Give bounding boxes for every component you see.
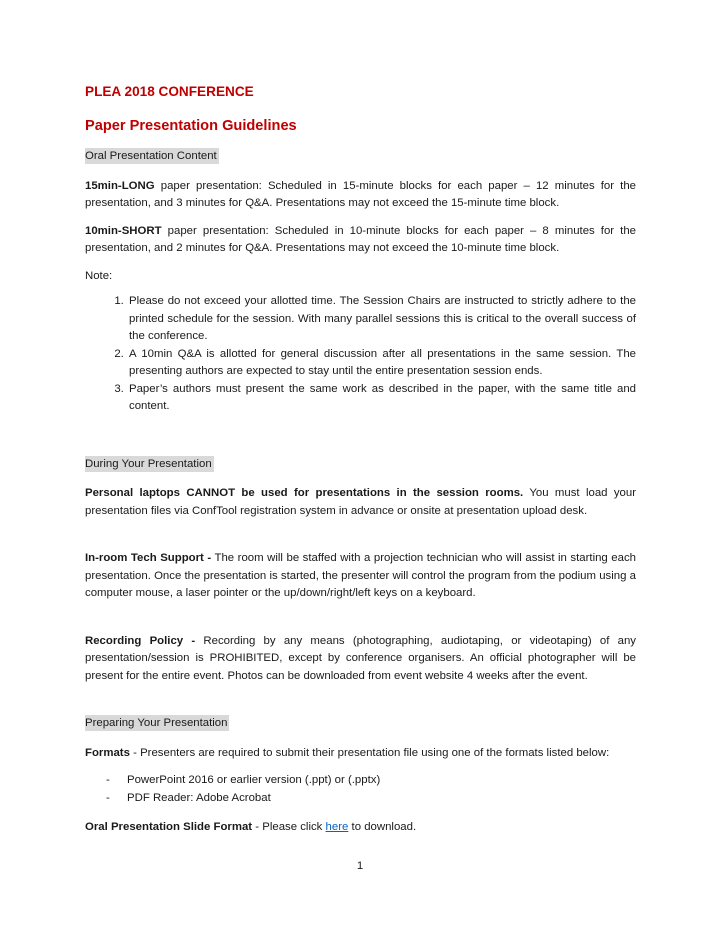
- list-item: [106, 790, 636, 808]
- paragraph-formats: [85, 745, 636, 763]
- document-body: [85, 82, 636, 837]
- paragraph-recording-policy: [85, 633, 636, 686]
- label-recording-policy: Recording Policy -: [85, 634, 196, 647]
- dash-bullet: -: [106, 791, 110, 804]
- label-15min-long: 15min-LONG: [85, 179, 155, 192]
- page-number: 1: [356, 860, 364, 872]
- label-personal-laptops: Personal laptops CANNOT be used for presentations in the session rooms.: [85, 487, 524, 499]
- section-heading-during-presentation: During Your Presentation: [85, 457, 212, 470]
- list-item: 1. Please do not exceed your allotted time. The Session Chairs are instructed to strictly adhere to the printed schedule for the session. With many parallel sessions this is critical to the overall success of the conference.: [127, 293, 636, 346]
- list-item: [106, 772, 636, 790]
- text-10min-short: paper presentation: Scheduled in 10-minute blocks for each paper – 8 minutes for the presentation, and 2 minutes for Q&A. Presentations may not exceed the 10-minute time block.: [85, 224, 636, 254]
- download-template-link[interactable]: here: [325, 821, 349, 833]
- label-slide-format: Oral Presentation Slide Format: [85, 821, 253, 833]
- list-item: 2. A 10min Q&A is allotted for general discussion after all presentations in the same session. The presenting authors are expected to stay until the entire presentation session ends.: [127, 346, 636, 381]
- list-item: 3. Paper’s authors must present the same work as described in the paper, with the same title and content.: [127, 381, 636, 416]
- paragraph-personal-laptops: [85, 485, 636, 520]
- guidelines-subtitle: Paper Presentation Guidelines: [85, 118, 297, 134]
- section-heading-preparing-presentation: Preparing Your Presentation: [85, 717, 228, 729]
- notes-list: [85, 293, 636, 416]
- section-during-presentation: [85, 456, 636, 686]
- text-slide-format-after: to download.: [348, 821, 417, 833]
- note-label: Note:: [85, 269, 113, 282]
- text-slide-format-before: - Please click: [252, 821, 326, 833]
- text-formats: - Presenters are required to submit their presentation file using one of the formats listed below:: [129, 746, 610, 759]
- text-recording-policy: Recording by any means (photographing, audiotaping, or videotaping) of any presentation/session is PROHIBITED, except by conference organisers. An official photographer will be present for the entire event. Photos can be downloaded from event website 4 weeks after the event.: [85, 634, 636, 682]
- text-personal-laptops: You must load your presentation files via ConfTool registration system in advance or onsite at presentation upload desk.: [85, 487, 636, 517]
- format-item-text: PowerPoint 2016 or earlier version (.ppt) or (.pptx): [127, 774, 381, 786]
- conference-title: PLEA 2018 CONFERENCE: [85, 84, 254, 99]
- paragraph-15min-long: [85, 178, 636, 213]
- paragraph-10min-short: [85, 223, 636, 258]
- label-10min-short: 10min-SHORT: [85, 224, 162, 237]
- paragraph-tech-support: [85, 550, 636, 603]
- text-15min-long: paper presentation: Scheduled in 15-minute blocks for each paper – 12 minutes for the presentation, and 3 minutes for Q&A. Presentations may not exceed the 15-minute time block.: [85, 179, 636, 209]
- section-oral-content: [85, 148, 636, 416]
- formats-list: [85, 772, 636, 807]
- dash-bullet: -: [106, 774, 110, 786]
- label-formats: Formats: [85, 746, 130, 759]
- format-item-text: PDF Reader: Adobe Acrobat: [127, 791, 271, 804]
- section-preparing-presentation: [85, 715, 636, 837]
- section-heading-oral-content: Oral Presentation Content: [85, 150, 217, 162]
- text-tech-support: The room will be staffed with a projection technician who will assist in starting each presentation. Once the presentation is started, the presenter will control the program from the podium using a computer mouse, a laser pointer or the up/down/right/left keys on a keyboard.: [85, 552, 636, 599]
- paragraph-slide-format: [85, 819, 636, 837]
- label-tech-support: In-room Tech Support -: [85, 552, 212, 564]
